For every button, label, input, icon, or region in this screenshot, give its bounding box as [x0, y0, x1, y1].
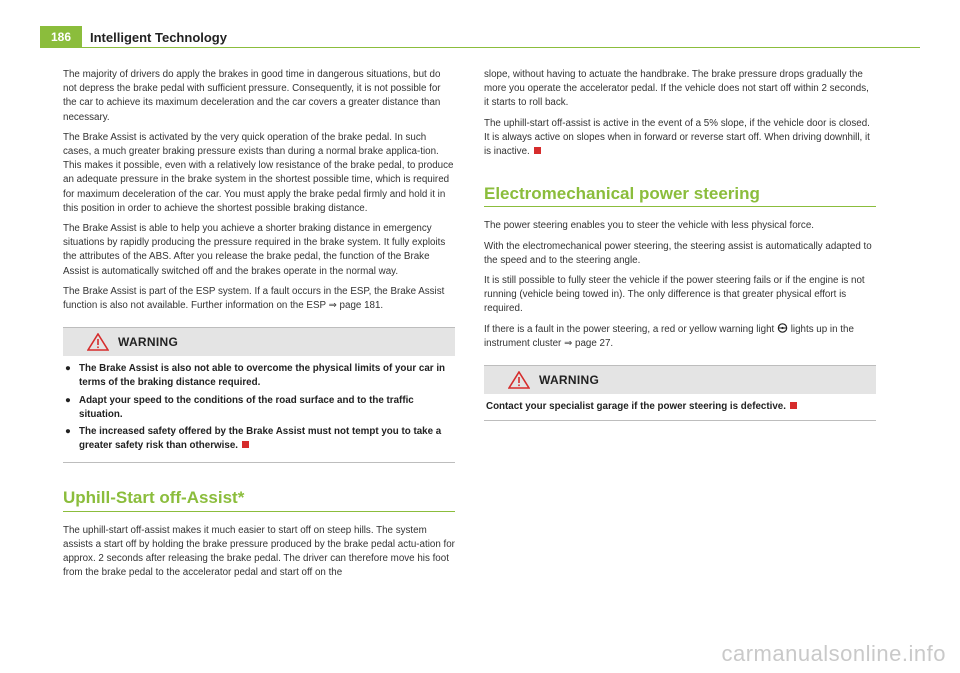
page-reference-link[interactable]: page 181.: [339, 300, 384, 312]
bullet-icon: ●: [65, 363, 71, 375]
end-mark-icon: [242, 441, 249, 448]
paragraph: It is still possible to fully steer the vehicle if the power steering fails or if the engine is not running (vehicle being towed in). The only difference is that greater physical effort is required.: [484, 275, 865, 315]
paragraph: The power steering enables you to steer the vehicle with less physical force.: [484, 220, 814, 232]
warning-title: WARNING: [539, 372, 600, 387]
paragraph: With the electromechanical power steering, the steering assist is automatically adapted to the speed and to the steering angle.: [484, 240, 872, 266]
paragraph: slope, without having to actuate the handbrake. The brake pressure drops gradually the more you operate the accelerator pedal. If the vehicle does not start off within 2 seconds, it starts to roll back.: [484, 69, 869, 109]
end-mark-icon: [790, 402, 797, 409]
warning-box: [484, 365, 876, 421]
bullet-icon: ●: [65, 394, 71, 406]
warning-item: ● Adapt your speed to the conditions of the road surface and to the traffic situation.: [65, 394, 451, 422]
page-number: 186: [40, 26, 82, 48]
warning-header: [63, 328, 455, 356]
warning-title: WARNING: [118, 335, 179, 350]
paragraph: The uphill-start off-assist makes it much easier to start off on steep hills. The system assists a start off by holding the brake pressure produced by the brake pedal actu-ation for approx. 2 seconds after releasing the brake pedal. The driver can therefore move his foot from the brake pedal to the accelerator pedal and start off on the: [63, 524, 455, 579]
warning-box: [63, 327, 455, 463]
page-header: [40, 26, 920, 50]
warning-header: [484, 366, 876, 394]
page-reference-link[interactable]: page 27.: [575, 337, 614, 349]
warning-triangle-icon: [87, 333, 109, 351]
right-column: [484, 68, 876, 421]
paragraph: The Brake Assist is able to help you achieve a shorter braking distance in emergency situations by rapidly producing the pressure required in the brake system. It fully exploits the attributes of the ABS. After you release the brake pedal, the function of the Brake Assist is automatically switched off and the brakes operate in the normal way.: [63, 223, 446, 277]
end-mark-icon: [534, 147, 541, 154]
warning-body: Contact your specialist garage if the power steering is defective.: [484, 394, 876, 420]
heading-electromechanical-power-steering: Electromechanical power steering: [484, 187, 876, 207]
paragraph: The majority of drivers do apply the brakes in good time in dangerous situations, but do not depress the brake pedal with sufficient pressure. Consequently, it is not possible for the car to achieve its maximum deceleration and the car covers a greater distance than necessary.: [63, 69, 441, 123]
left-column: [63, 68, 455, 586]
header-rule: [82, 47, 920, 48]
steering-warning-light-icon: [777, 323, 788, 333]
watermark: carmanualsonline.info: [721, 641, 946, 666]
bullet-icon: ●: [65, 426, 71, 438]
warning-triangle-icon: [508, 371, 530, 389]
paragraph-fault: If there is a fault in the power steering, a red or yellow warning light lights up in the instrument cluster ⇒ page 27.: [484, 323, 854, 349]
warning-item: ● The Brake Assist is also not able to overcome the physical limits of your car in terms of the braking distance required.: [65, 362, 451, 390]
warning-item: ● The increased safety offered by the Brake Assist must not tempt you to take a greater safety risk than otherwise.: [65, 425, 451, 453]
ref-arrow-icon: ⇒: [564, 337, 573, 349]
heading-uphill-start-off-assist: Uphill-Start off-Assist*: [63, 491, 455, 511]
paragraph-esp: [63, 285, 455, 313]
ref-arrow-icon: ⇒: [328, 300, 337, 312]
paragraph: The uphill-start off-assist is active in the event of a 5% slope, if the vehicle door is closed. It is always active on slopes when in forward or reverse start off. When driving downhill, it is inactive.: [484, 117, 870, 158]
warning-body: [63, 356, 455, 462]
section-title: Intelligent Technology: [90, 30, 227, 45]
paragraph: The Brake Assist is activated by the very quick operation of the brake pedal. In such cases, a much greater braking pressure exists than during a normal brake applica-tion. This makes it possible, even with a relatively low resistance of the brake pedal, to produce an adequate pressure in the brake system in the shortest possible time, which is required for maximum deceleration of the car. You must apply the brake pedal firmly and hold it in this position in order to achieve the shortest possible braking distance.: [63, 131, 454, 214]
esp-text: The Brake Assist is part of the ESP system. If a fault occurs in the ESP, the Brake Assist function is also not available. Further information on the ESP: [63, 285, 445, 312]
